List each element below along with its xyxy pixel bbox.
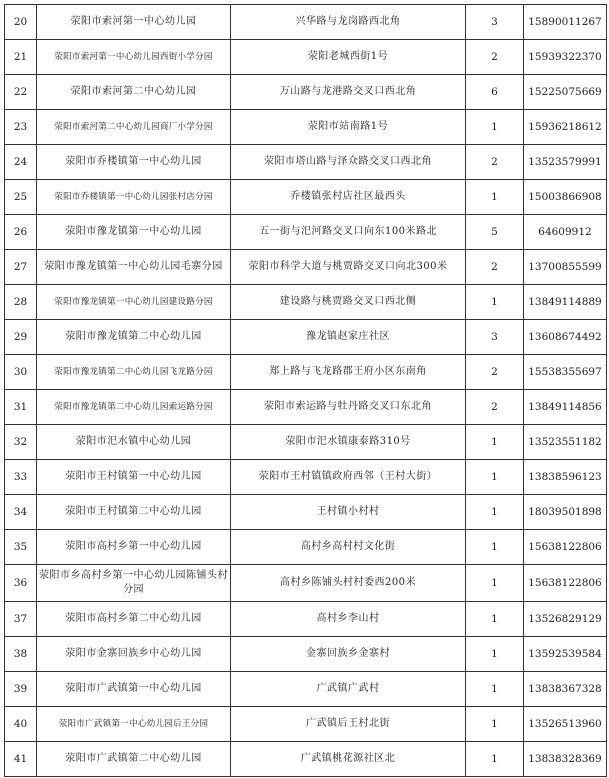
table-row <box>5 75 607 110</box>
phone-cell: 13523551182 <box>524 425 607 460</box>
count-cell: 5 <box>466 215 524 250</box>
kindergarten-name-cell: 荥阳市广武镇第二中心幼儿园 <box>37 742 231 777</box>
phone-cell: 13526829129 <box>524 602 607 637</box>
phone-cell: 15890011267 <box>524 5 607 40</box>
row-number-cell: 30 <box>5 355 37 390</box>
kindergarten-name-cell: 荥阳市乔楼镇第一中心幼儿园张村店分园 <box>37 180 231 215</box>
phone-cell: 13838367328 <box>524 672 607 707</box>
phone-cell: 13838328369 <box>524 742 607 777</box>
count-cell: 1 <box>466 530 524 565</box>
row-number-cell: 38 <box>5 637 37 672</box>
address-cell: 金寨回族乡金寨村 <box>231 637 466 672</box>
table-row <box>5 285 607 320</box>
kindergarten-table <box>4 4 607 777</box>
count-cell: 3 <box>466 5 524 40</box>
row-number-cell: 40 <box>5 707 37 742</box>
row-number-cell: 35 <box>5 530 37 565</box>
phone-cell: 18039501898 <box>524 495 607 530</box>
table-body <box>5 5 607 777</box>
count-cell: 1 <box>466 602 524 637</box>
address-cell: 荥阳市索运路与牡丹路交叉口东北角 <box>231 390 466 425</box>
phone-cell: 13592539584 <box>524 637 607 672</box>
table-row <box>5 425 607 460</box>
row-number-cell: 23 <box>5 110 37 145</box>
row-number-cell: 24 <box>5 145 37 180</box>
table-row <box>5 40 607 75</box>
phone-cell: 13526513960 <box>524 707 607 742</box>
kindergarten-name-cell: 荥阳市乡高村乡第一中心幼儿园陈铺头村分园 <box>37 565 231 602</box>
kindergarten-name-cell: 荥阳市王村镇第一中心幼儿园 <box>37 460 231 495</box>
count-cell: 2 <box>466 250 524 285</box>
kindergarten-name-cell: 荥阳市汜水镇中心幼儿园 <box>37 425 231 460</box>
kindergarten-name-cell: 荥阳市豫龙镇第二中心幼儿园飞龙路分园 <box>37 355 231 390</box>
kindergarten-name-cell: 荥阳市广武镇第一中心幼儿园后王分园 <box>37 707 231 742</box>
table-row <box>5 460 607 495</box>
phone-cell: 15939322370 <box>524 40 607 75</box>
kindergarten-name-cell: 荥阳市乔楼镇第一中心幼儿园 <box>37 145 231 180</box>
kindergarten-name-cell: 荥阳市索河第二中心幼儿园商厂小学分园 <box>37 110 231 145</box>
row-number-cell: 20 <box>5 5 37 40</box>
address-cell: 广武镇广武村 <box>231 672 466 707</box>
address-cell: 郑上路与飞龙路郡王府小区东南角 <box>231 355 466 390</box>
kindergarten-name-cell: 荥阳市豫龙镇第一中心幼儿园 <box>37 215 231 250</box>
phone-cell: 13849114856 <box>524 390 607 425</box>
kindergarten-name-cell: 荥阳市豫龙镇第一中心幼儿园毛寨分园 <box>37 250 231 285</box>
phone-cell: 13700855599 <box>524 250 607 285</box>
row-number-cell: 33 <box>5 460 37 495</box>
address-cell: 荥阳市塔山路与泽众路交叉口西北角 <box>231 145 466 180</box>
table-row <box>5 565 607 602</box>
address-cell: 荥阳市王村镇镇政府西邻（王村大街） <box>231 460 466 495</box>
row-number-cell: 41 <box>5 742 37 777</box>
phone-cell: 13608674492 <box>524 320 607 355</box>
count-cell: 1 <box>466 460 524 495</box>
phone-cell: 13849114889 <box>524 285 607 320</box>
kindergarten-name-cell: 荥阳市豫龙镇第一中心幼儿园建设路分园 <box>37 285 231 320</box>
count-cell: 1 <box>466 565 524 602</box>
address-cell: 荥阳老城西街1号 <box>231 40 466 75</box>
count-cell: 1 <box>466 707 524 742</box>
row-number-cell: 32 <box>5 425 37 460</box>
phone-cell: 13838596123 <box>524 460 607 495</box>
phone-cell: 15538355697 <box>524 355 607 390</box>
table-row <box>5 5 607 40</box>
table-row <box>5 390 607 425</box>
table-row <box>5 637 607 672</box>
address-cell: 建设路与桃贾路交叉口西北侧 <box>231 285 466 320</box>
address-cell: 荥阳市站南路1号 <box>231 110 466 145</box>
phone-cell: 15225075669 <box>524 75 607 110</box>
address-cell: 广武镇后王村北街 <box>231 707 466 742</box>
kindergarten-name-cell: 荥阳市豫龙镇第二中心幼儿园索运路分园 <box>37 390 231 425</box>
row-number-cell: 27 <box>5 250 37 285</box>
address-cell: 高村乡李山村 <box>231 602 466 637</box>
phone-cell: 15638122806 <box>524 530 607 565</box>
phone-cell: 15936218612 <box>524 110 607 145</box>
count-cell: 1 <box>466 495 524 530</box>
phone-cell: 15638122806 <box>524 565 607 602</box>
count-cell: 2 <box>466 145 524 180</box>
count-cell: 1 <box>466 180 524 215</box>
address-cell: 高村乡高村村文化街 <box>231 530 466 565</box>
count-cell: 1 <box>466 285 524 320</box>
address-cell: 乔楼镇张村店社区最西头 <box>231 180 466 215</box>
row-number-cell: 39 <box>5 672 37 707</box>
address-cell: 豫龙镇赵家庄社区 <box>231 320 466 355</box>
address-cell: 王村镇小村村 <box>231 495 466 530</box>
table-row <box>5 215 607 250</box>
table-row <box>5 355 607 390</box>
row-number-cell: 36 <box>5 565 37 602</box>
address-cell: 广武镇桃花源社区北 <box>231 742 466 777</box>
address-cell: 荥阳市汜水镇康泰路310号 <box>231 425 466 460</box>
count-cell: 3 <box>466 320 524 355</box>
row-number-cell: 22 <box>5 75 37 110</box>
row-number-cell: 28 <box>5 285 37 320</box>
phone-cell: 64609912 <box>524 215 607 250</box>
kindergarten-name-cell: 荥阳市高村乡第一中心幼儿园 <box>37 530 231 565</box>
table-row <box>5 180 607 215</box>
row-number-cell: 34 <box>5 495 37 530</box>
row-number-cell: 37 <box>5 602 37 637</box>
kindergarten-name-cell: 荥阳市索河第一中心幼儿园西街小学分园 <box>37 40 231 75</box>
kindergarten-name-cell: 荥阳市豫龙镇第二中心幼儿园 <box>37 320 231 355</box>
phone-cell: 15003866908 <box>524 180 607 215</box>
count-cell: 2 <box>466 390 524 425</box>
kindergarten-name-cell: 荥阳市索河第二中心幼儿园 <box>37 75 231 110</box>
count-cell: 6 <box>466 75 524 110</box>
table-row <box>5 742 607 777</box>
kindergarten-name-cell: 荥阳市广武镇第一中心幼儿园 <box>37 672 231 707</box>
count-cell: 1 <box>466 637 524 672</box>
table-row <box>5 250 607 285</box>
row-number-cell: 25 <box>5 180 37 215</box>
row-number-cell: 29 <box>5 320 37 355</box>
kindergarten-name-cell: 荥阳市高村乡第二中心幼儿园 <box>37 602 231 637</box>
table-row <box>5 495 607 530</box>
row-number-cell: 31 <box>5 390 37 425</box>
address-cell: 兴华路与龙岗路西北角 <box>231 5 466 40</box>
count-cell: 1 <box>466 672 524 707</box>
table-row <box>5 602 607 637</box>
address-cell: 五一街与汜河路交叉口向东100米路北 <box>231 215 466 250</box>
count-cell: 2 <box>466 40 524 75</box>
count-cell: 1 <box>466 110 524 145</box>
count-cell: 1 <box>466 742 524 777</box>
address-cell: 高村乡陈铺头村村委西200米 <box>231 565 466 602</box>
count-cell: 2 <box>466 355 524 390</box>
table-row <box>5 530 607 565</box>
row-number-cell: 26 <box>5 215 37 250</box>
address-cell: 荥阳市科学大道与桃贾路交叉口向北300米 <box>231 250 466 285</box>
row-number-cell: 21 <box>5 40 37 75</box>
table-row <box>5 145 607 180</box>
count-cell: 1 <box>466 425 524 460</box>
phone-cell: 13523579991 <box>524 145 607 180</box>
table-row <box>5 707 607 742</box>
table-row <box>5 110 607 145</box>
kindergarten-name-cell: 荥阳市金寨回族乡中心幼儿园 <box>37 637 231 672</box>
kindergarten-name-cell: 荥阳市王村镇第二中心幼儿园 <box>37 495 231 530</box>
table-row <box>5 672 607 707</box>
kindergarten-name-cell: 荥阳市索河第一中心幼儿园 <box>37 5 231 40</box>
address-cell: 万山路与龙港路交叉口西北角 <box>231 75 466 110</box>
table-row <box>5 320 607 355</box>
